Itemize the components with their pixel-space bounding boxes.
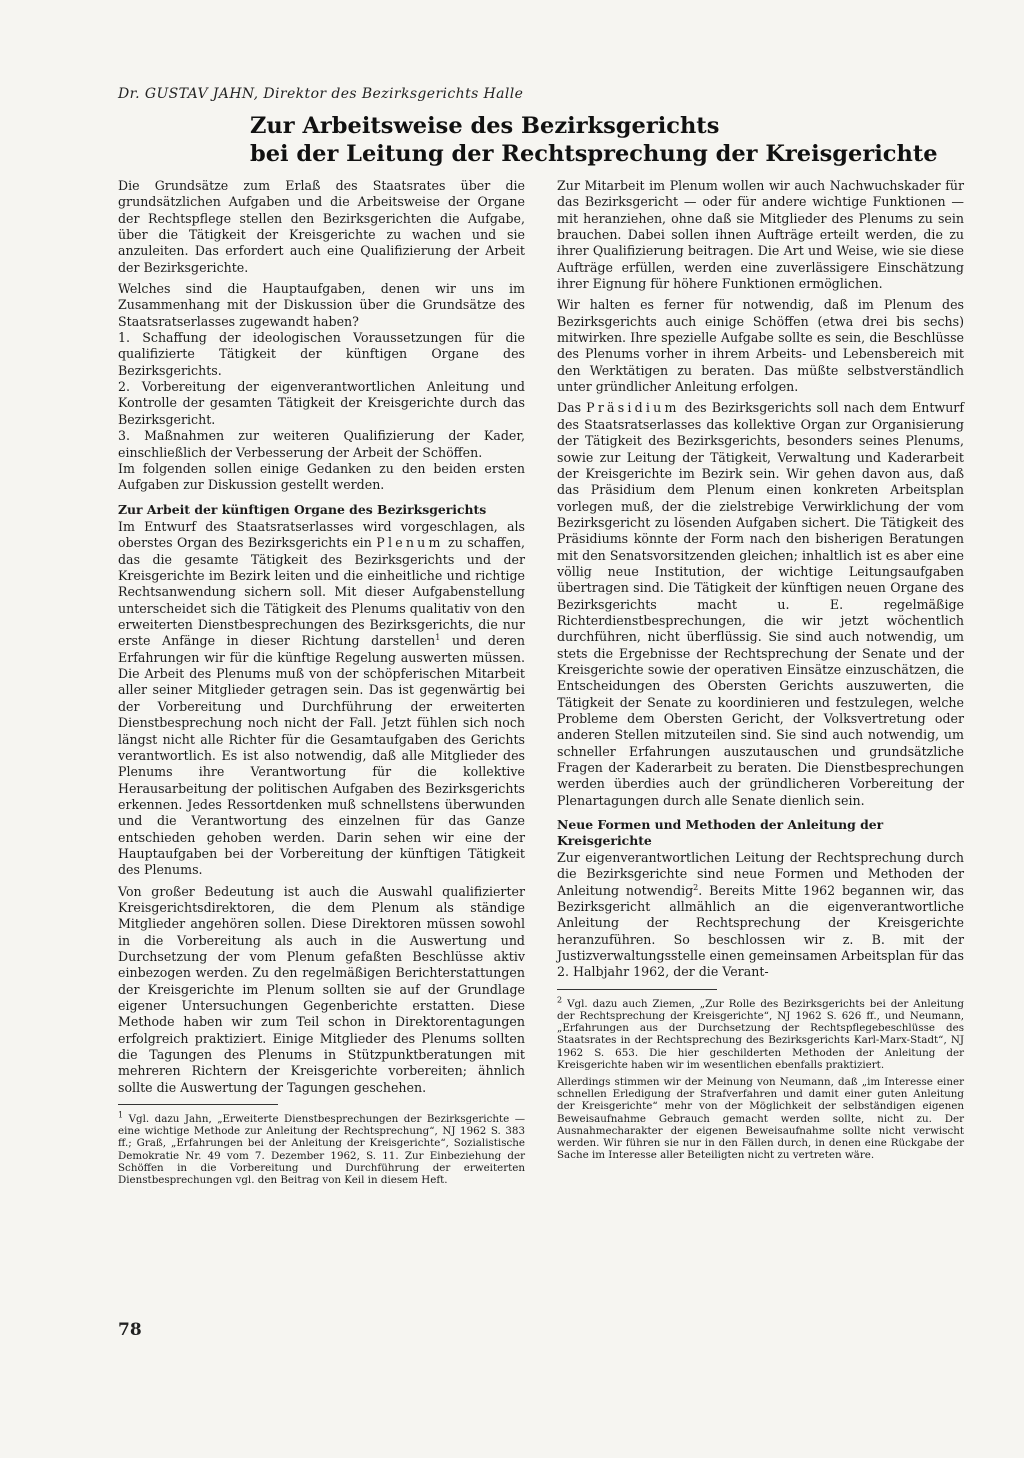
author-byline: Dr. GUSTAV JAHN, Direktor des Bezirksgerichts Halle (118, 86, 524, 102)
title-line-1: Zur Arbeitsweise des Bezirksgerichts (250, 113, 720, 139)
list-item: 3. Maßnahmen zur weiteren Qualifizierung der Kader, einschließlich der Verbesserung der Arbeit der Schöffen. (118, 428, 525, 460)
footnote-text: Vgl. dazu Jahn, „Erweiterte Dienstbesprechungen der Bezirksgerichte — eine wichtige Methode zur Anleitung der Rechtsprechung“, NJ 1962 S. 383 ff.; Graß, „Erfahrungen bei der Anleitung der Kreisgerichte“, Sozialistische Demokratie Nr. 49 vom 7. Dezember 1962, S. 11. Zur Einbeziehung der Schöffen in die Vorbereitung und Durchführung der erweiterten Dienstbesprechungen vgl. den Beitrag von Keil in diesem Heft. (118, 1113, 525, 1187)
footnote-text: Vgl. dazu auch Ziemen, „Zur Rolle des Bezirksgerichts bei der Anleitung der Rechtsprechung der Kreisgerichte“, NJ 1962 S. 626 ff., und Neumann, „Erfahrungen aus der Durchsetzung der Rechtspflegebeschlüsse des Staatsrates in der Rechtsprechung des Bezirksgerichts Karl-Marx-Stadt“, NJ 1962 S. 653. Die hier geschilderten Methoden der Anleitung der Kreisgerichte haben wir im wesentlichen ebenfalls praktiziert. (557, 997, 964, 1071)
right-column (557, 178, 964, 1166)
footnote-divider (557, 989, 717, 990)
paragraph: Welches sind die Hauptaufgaben, denen wir uns im Zusammenhang mit der Diskussion über die Grundsätze des Staatsratserlasses zugewandt haben? (118, 281, 525, 329)
paragraph (118, 519, 525, 879)
paragraph (557, 850, 964, 981)
footnote-ref: 1 (435, 633, 441, 643)
text-run: . Bereits Mitte 1962 begannen wir, das Bezirksgericht allmählich an die eigenverantwortliche Anleitung der Rechtsprechung der Kreisgerichte heranzuführen. So beschlossen wir z. B. mit der Justizverwaltungsstelle einen gemeinsamen Arbeitsplan für das 2. Halbjahr 1962, der die Verant- (557, 882, 965, 980)
text-run: Im Entwurf des Staatsratserlasses wird vorgeschlagen, als oberstes Organ des Bezirksgerichts ein (118, 519, 525, 551)
list-item: 1. Schaffung der ideologischen Voraussetzungen für die qualifizierte Tätigkeit der künftigen Organe des Bezirksgerichts. (118, 330, 525, 378)
left-column (118, 178, 525, 1191)
spaced-term: Präsidium (586, 400, 680, 416)
footnote-ref: 2 (693, 882, 699, 892)
page-number: 78 (118, 1320, 142, 1340)
spaced-term: Plenum (376, 535, 444, 551)
list-item: 2. Vorbereitung der eigenverantwortlichen Anleitung und Kontrolle der gesamten Tätigkeit der Kreisgerichte durch das Bezirksgericht. (118, 379, 525, 427)
text-run: des Bezirksgerichts soll nach dem Entwurf des Staatsratserlasses das kollektive Organ zur Organisierung der Tätigkeit des Bezirksgerichts, besonders seines Plenums, sowie zur Leitung der Tätigkeit, Verwaltung und Kaderarbeit der Kreisgerichte im Bezirk sein. Wir gehen davon aus, daß das Präsidium dem Plenum einen konkreten Arbeitsplan vorlegen muß, der die zielstrebige Verwirklichung der vom Bezirksgericht zu lösenden Aufgaben sichert. Die Tätigkeit des Präsidiums könnte der Form nach den bisherigen Beratungen mit den Senatsvorsitzenden gleichen; inhaltlich ist es aber eine völlig neue Institution, der wichtige Leitungsaufgaben übertragen sind. Die Tätigkeit der künftigen neuen Organe des Bezirksgerichts macht u. E. regelmäßige Richterdienstbesprechungen, die wir jetzt wöchentlich durchführen, nicht überflüssig. Sie sind auch notwendig, um stets die Ergebnisse der Rechtsprechung der Senate und der Kreisgerichte sowie der operativen Einsätze einzuschätzen, die Entscheidungen des Obersten Gerichts auszuwerten, die Tätigkeit der Senate zu koordinieren und festzulegen, welche Probleme dem Obersten Gericht, der Volksvertretung oder anderen Stellen mitzuteilen sind. Sie sind auch notwendig, um schneller Erfahrungen auszutauschen und grundsätzliche Fragen der Kaderarbeit zu beraten. Die Dienstbesprechungen werden überdies auch der gründlicheren Vorbereitung der Plenartagungen durch alle Senate dienlich sein. (557, 400, 964, 808)
title-line-2: bei der Leitung der Rechtsprechung der Kreisgerichte (250, 141, 938, 167)
footnote-marker: 1 (118, 1110, 124, 1120)
footnote-divider (118, 1104, 278, 1105)
text-run: und deren Erfahrungen wir für die künftige Regelung auswerten müssen. Die Arbeit des Plenums muß von der schöpferischen Mitarbeit aller seiner Mitglieder getragen sein. Das ist gegenwärtig bei der Vorbereitung und Durchführung der erweiterten Dienstbesprechung noch nicht der Fall. Jetzt fühlen sich noch längst nicht alle Richter für die Gesamtaufgaben des Gerichts verantwortlich. Es ist also notwendig, daß alle Mitglieder des Plenums ihre Verantwortung für die kollektive Herausarbeitung der politischen Aufgaben des Bezirksgerichts erkennen. Jedes Ressortdenken muß schnellstens überwunden und die Verantwortung des einzelnen für das Ganze entschieden gehoben werden. Darin sehen wir eine der Hauptaufgaben bei der Vorbereitung der künftigen Tätigkeit des Plenums. (118, 633, 525, 878)
paragraph: Wir halten es ferner für notwendig, daß im Plenum des Bezirksgerichts auch einige Schöffen (etwa drei bis sechs) mitwirken. Ihre spezielle Aufgabe sollte es sein, die Beschlüsse des Plenums vorher in ihrem Arbeits- und Lebensbereich mit den Werktätigen zu beraten. Das müßte selbstverständlich unter gründlicher Anleitung erfolgen. (557, 297, 964, 395)
paragraph: Zur Mitarbeit im Plenum wollen wir auch Nachwuchskader für das Bezirksgericht — oder für andere wichtige Funktionen — mit heranziehen, ohne daß sie Mitglieder des Plenums zu sein brauchen. Dabei sollen ihnen Aufträge erteilt werden, die zu ihrer Qualifizierung beitragen. Die Art und Weise, wie sie diese Aufträge erfüllen, werden eine zuverlässigere Einschätzung ihrer Eignung für höhere Funktionen ermöglichen. (557, 178, 964, 292)
text-run: Das (557, 400, 582, 416)
article-title (250, 112, 950, 168)
footnote (557, 995, 964, 1071)
paragraph (557, 400, 964, 809)
section-heading: Neue Formen und Methoden der Anleitung der Kreisgerichte (557, 817, 884, 848)
footnote-marker: 2 (557, 995, 563, 1005)
paragraph: Im folgenden sollen einige Gedanken zu den beiden ersten Aufgaben zur Diskussion gestellt werden. (118, 460, 525, 493)
section-heading: Zur Arbeit der künftigen Organe des Bezirksgerichts (118, 501, 487, 517)
text-run: zu schaffen, das die gesamte Tätigkeit des Bezirksgerichts und der Kreisgerichte im Bezirk leiten und die einheitliche und richtige Rechtsanwendung sichern soll. Mit dieser Aufgabenstellung unterscheidet sich die Tätigkeit des Plenums qualitativ von den erweiterten Dienstbesprechungen des Bezirksgerichts, die nur erste Anfänge in dieser Richtung darstellen (118, 535, 525, 649)
paragraph: Von großer Bedeutung ist auch die Auswahl qualifizierter Kreisgerichtsdirektoren, die dem Plenum als ständige Mitglieder angehören sollen. Diese Direktoren müssen sowohl in die Vorbereitung als auch in die Auswertung und Durchsetzung der vom Plenum gefaßten Beschlüsse aktiv einbezogen werden. Zu den regelmäßigen Berichterstattungen der Kreisgerichte im Plenum sollten sie auf der Grundlage eigener Untersuchungen Gegenberichte erstatten. Diese Methode haben wir zum Teil schon in Direktorentagungen erfolgreich praktiziert. Einige Mitglieder des Plenums sollten die Tagungen des Plenums in Stützpunktberatungen mit mehreren Richtern der Kreisgerichte vorbereiten; ähnlich sollte die Auswertung der Tagungen geschehen. (118, 883, 525, 1095)
footnote-continuation: Allerdings stimmen wir der Meinung von Neumann, daß „im Interesse einer schnellen Erledigung der Strafverfahren und damit einer guten Anleitung der Kreisgerichte“ mehr von der Möglichkeit der selbständigen eigenen Beweisaufnahme Gebrauch gemacht werden sollte, nicht zu. Der Ausnahmecharakter der eigenen Beweisaufnahme sollte nicht verwischt werden. Wir führen sie nur in den Fällen durch, in denen eine Rückgabe der Sache im Interesse aller Beteiligten nicht zu vertreten wäre. (557, 1076, 964, 1162)
footnote (118, 1110, 525, 1187)
text-run: Zur eigenverantwortlichen Leitung der Rechtsprechung durch die Bezirksgerichte sind neue Formen und Methoden der Anleitung notwendig (557, 850, 964, 898)
paragraph: Die Grundsätze zum Erlaß des Staatsrates über die grundsätzlichen Aufgaben und die Arbeitsweise der Organe der Rechtspflege stellen den Bezirksgerichten die Aufgabe, über die Tätigkeit der Kreisgerichte zu wachen und sie anzuleiten. Das erfordert auch eine Qualifizierung der Arbeit der Bezirksgerichte. (118, 178, 525, 275)
